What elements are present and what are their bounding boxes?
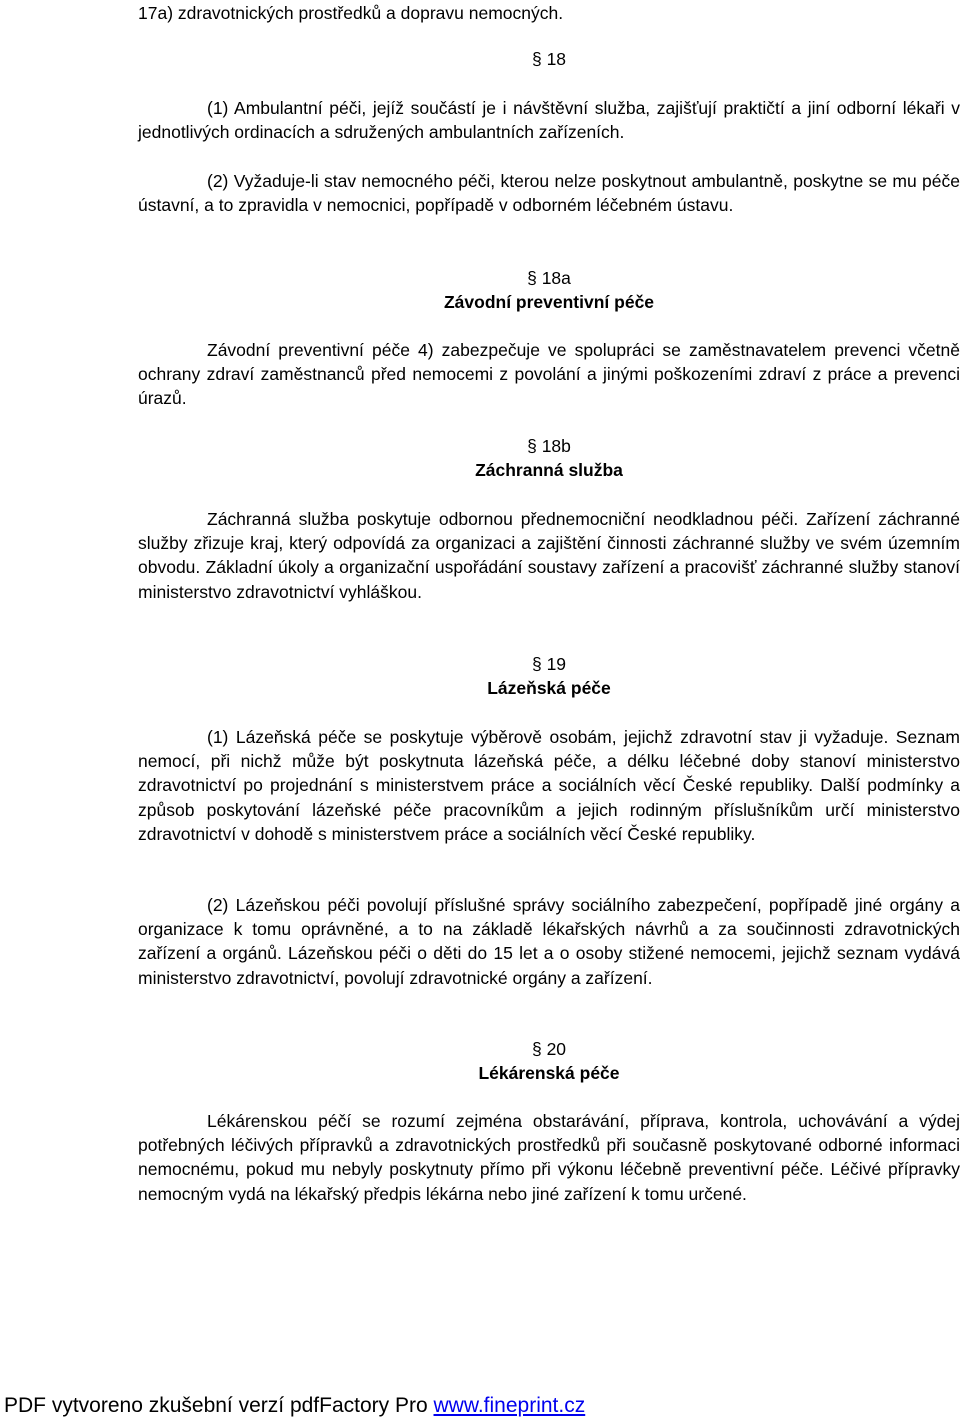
section-title: Závodní preventivní péče xyxy=(443,292,655,313)
section-18-paragraph-2: (2) Vyžaduje-li stav nemocného péči, kterou nelze poskytnout ambulantně, poskytne se mu péče ústavní, a to zpravidla v nemocnici, popřípadě v odborném léčebném ústavu. xyxy=(138,171,960,216)
section-number: § 18b xyxy=(527,436,571,456)
section-19-paragraph-1: (1) Lázeňská péče se poskytuje výběrově osobám, jejichž zdravotní stav ji vyžaduje. Seznam nemocí, při nichž může být poskytnuta lázeňská péče, a délku léčebné doby stanoví ministerstvo zdravotnictví po projednání s ministerstvem práce a sociálních věcí České republiky. Další podmínky a způsob poskytování lázeňské péče pracovníkům a jejich rodinným příslušníkům určí ministerstvo zdravotnictví v dohodě s ministerstvem práce a sociálních věcí České republiky. xyxy=(138,727,960,844)
section-18-paragraph-1: (1) Ambulantní péči, jejíž součástí je i návštěvní služba, zajišťují praktičtí a jiní odborní lékaři v jednotlivých ordinacích a sdružených ambulantních zařízeních. xyxy=(138,98,960,143)
section-number: § 18a xyxy=(527,268,571,288)
section-title: Lékárenská péče xyxy=(478,1063,620,1084)
lead-line: 17a) zdravotnických prostředků a dopravu nemocných. xyxy=(138,3,564,23)
section-19-heading xyxy=(138,652,960,700)
section-title: Lázeňská péče xyxy=(487,678,611,699)
section-number: § 20 xyxy=(531,1039,567,1059)
section-18a-heading xyxy=(138,266,960,314)
section-number: § 19 xyxy=(531,654,567,674)
section-19-paragraph-2: (2) Lázeňskou péči povolují příslušné správy sociálního zabezpečení, popřípadě jiné orgány a organizace k tomu oprávněné, a to na základě lékařských návrhů a za součinnosti zdravotnických zařízení a orgánů. Lázeňskou péči o děti do 15 let a o osoby stižené nemocemi, jejichž seznam vydává ministerstvo zdravotnictví, povolují zdravotnické orgány a zařízení. xyxy=(138,895,960,988)
section-title: Záchranná služba xyxy=(475,460,623,481)
section-20-paragraph-1: Lékárenskou péčí se rozumí zejména obstarávání, příprava, kontrola, uchovávání a výdej potřebných léčivých přípravků a zdravotnických prostředků při současně poskytované odborné informaci nemocnému, pokud mu nebyly poskytnuty přímo při výkonu léčebně preventivní péče. Léčivé přípravky nemocným vydá na lékařský předpis lékárna nebo jiné zařízení k tomu určené. xyxy=(138,1111,960,1204)
section-18b-heading xyxy=(138,434,960,482)
footer-link[interactable]: www.fineprint.cz xyxy=(433,1394,586,1417)
pdf-watermark-footer xyxy=(4,1393,585,1419)
section-18a-paragraph-1: Závodní preventivní péče 4) zabezpečuje ve spolupráci se zaměstnavatelem prevenci včetně ochrany zdraví zaměstnanců před nemocemi z povolání a jinými poškozeními zdraví z práce a prevenci úrazů. xyxy=(138,340,960,409)
section-18-heading xyxy=(138,47,960,71)
section-18b-paragraph-1: Záchranná služba poskytuje odbornou přednemocniční neodkladnou péči. Zařízení záchranné služby zřizuje kraj, který odpovídá za organizaci a zajištění činnosti záchranné služby ve svém územním obvodu. Základní úkoly a organizační uspořádání soustavy zařízení a pracovišť záchranné služby stanoví ministerstvo zdravotnictví vyhláškou. xyxy=(138,509,960,602)
section-number: § 18 xyxy=(531,49,567,69)
section-20-heading xyxy=(138,1037,960,1085)
footer-text: PDF vytvoreno zkušební verzí pdfFactory Pro xyxy=(4,1394,434,1417)
